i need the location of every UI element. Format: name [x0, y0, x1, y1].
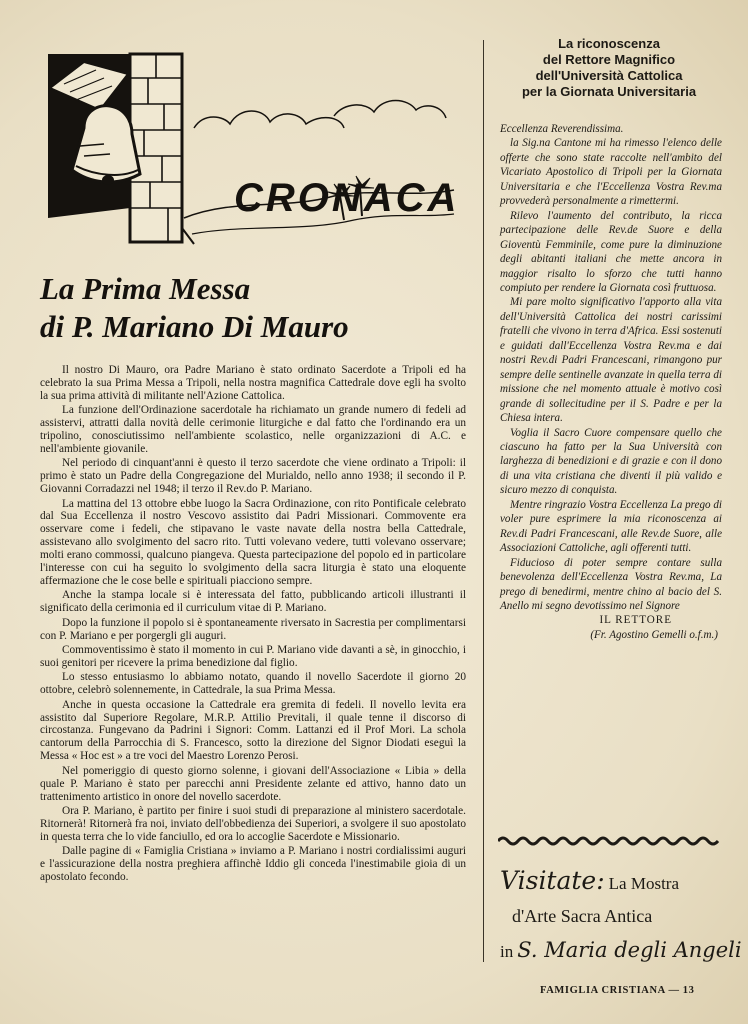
article-headline [40, 270, 480, 346]
letter-paragraph: Fiducioso di poter sempre contare sulla benevolenza dell'Eccellenza Vostra Rev.ma, La prego di benedirmi, mentre chino al bacio del S. Anello mi segno devotissimo nel Signore [500, 556, 722, 612]
article-paragraph: Ora P. Mariano, è partito per finire i suoi studi di preparazione al ministero sacerdotale. Ritornerà! Ritornerà fra noi, inviato dell'obbedienza dei Superiori, a svolgere il suo apostolato in questa terra che lo vide fanciullo, ed ora lo accoglie Sacerdote e Missionario. [40, 804, 466, 843]
place-text: S. Maria degli Angeli [517, 938, 742, 962]
headline-line-2: di P. Mariano Di Mauro [40, 309, 349, 344]
exhibition-line-3 [500, 938, 742, 962]
visitate-text: Visitate: [500, 866, 605, 895]
article-paragraph: Lo stesso entusiasmo lo abbiamo notato, quando il novello Sacerdote il giorno 20 ottobre, celebrò solennemente, in Cattedrale, la sua Prima Messa. [40, 671, 466, 697]
article-body [40, 364, 466, 885]
page-footer: FAMIGLIA CRISTIANA — 13 [540, 985, 695, 996]
article-paragraph: Il nostro Di Mauro, ora Padre Mariano è stato ordinato Sacerdote a Tripoli ed ha celebrato la sua Prima Messa a Tripoli, nella nostra magnifica Cattedrale dove egli ha svolto la sua prima attività di militante nell'Azione Cattolica. [40, 364, 466, 402]
letter-body [500, 122, 722, 642]
article-paragraph: Anche in questa occasione la Cattedrale era gremita di fedeli. Il novello levita era assistito dal Superiore Regolare, M.R.P. Attilio Previtali, il quale tenne il discorso di circostanza. Fungevano da Padrini i Signori: Comm. Lattanzi ed il Prof Mori. La schola cantorum della Parrocchia di S. Francesco, sotto la direzione del Signor Diodati eseguì la Messa « Hoc est » a tre voci del Maestro Lorenzo Perosi. [40, 698, 466, 763]
letter-signatory: (Fr. Agostino Gemelli o.f.m.) [590, 628, 718, 641]
letter-paragraph: Rilevo l'aumento del contributo, la ricca partecipazione delle Rev.de Suore e della Gioventù Femminile, come pure la diminuzione degli abitanti italiani che mette ancora in maggior risalto lo sforzo che tutti hanno compiuto per rendere la Giornata così fruttuosa. [500, 209, 722, 294]
in-text: in [500, 942, 514, 961]
letter-title [496, 36, 722, 100]
exhibition-line-2: d'Arte Sacra Antica [512, 906, 653, 926]
column-divider [483, 40, 484, 962]
la-mostra-text: La Mostra [608, 874, 679, 893]
letter-title-line: La riconoscenza [558, 36, 660, 51]
headline-line-1: La Prima Messa [40, 271, 251, 306]
wavy-divider [498, 834, 722, 848]
article-paragraph: Anche la stampa locale si è interessata del fatto, pubblicando articoli illustranti il significato della cerimonia ed il curriculum vitae di P. Mariano. [40, 589, 466, 615]
article-paragraph: La funzione dell'Ordinazione sacerdotale ha richiamato un grande numero di fedeli ad assistervi, attratti dalla novità delle cerimonie liturgiche e dal fatto che l'ordinando era un tripolino, conosciutissimo nell'ambiente scolastico, nelle organizzazioni di A.C. e nell'ambiente giovanile. [40, 404, 466, 455]
letter-title-line: del Rettore Magnifico [542, 52, 676, 67]
letter-salutation: Eccellenza Reverendissima. [500, 123, 624, 135]
article-paragraph: Dopo la funzione il popolo si è spontaneamente riversato in Sacrestia per complimentarsi con P. Mariano e per porgergli gli auguri. [40, 616, 466, 642]
letter-paragraph: Mentre ringrazio Vostra Eccellenza La prego di voler pure esprimere la mia riconoscenza ai Rev.di Padri Francescani, alle Rev.de Suore, alle Associazioni Cattoliche, agli offerenti tutti. [500, 498, 722, 555]
cronaca-masthead [44, 48, 464, 248]
exhibition-line-1 [500, 866, 679, 895]
article-paragraph: Dalle pagine di « Famiglia Cristiana » inviamo a P. Mariano i nostri cordialissimi auguri e l'assicurazione della nostra preghiera affinchè Iddio gli conceda l'inestimabile gioia di un apostolato fecondo. [40, 845, 466, 883]
letter-signature: IL RETTORE [599, 614, 672, 627]
letter-title-line: per la Giornata Universitaria [521, 84, 697, 99]
article-paragraph: Commoventissimo è stato il momento in cui P. Mariano vide davanti a sè, in ginocchio, i suoi genitori per ricevere la prima benedizione dal figlio. [40, 644, 466, 669]
letter-paragraph: Mi pare molto significativo l'apporto alla vita dell'Università Cattolica dei nostri carissimi fratelli che vivono in terra d'Africa. Essi sostenuti e guidati dall'Eccellenza Vostra Rev.ma e dai nostri Rev.di Padri Francescani, rimangono pur sempre delle sentinelle avanzate in quella terra di missione che nel momento attuale è motivo così grande di sollecitudine per il S. Padre e per la Chiesa intera. [500, 296, 722, 425]
letter-title-line: dell'Università Cattolica [535, 68, 683, 83]
letter-paragraph: Voglia il Sacro Cuore compensare quello che ciascuno ha fatto per la Sua Università con larghezza di benedizioni e di grazie e con il dono di una vita cristiana che diventi il più valido e sicuro mezzo di conquista. [500, 426, 722, 497]
article-paragraph: La mattina del 13 ottobre ebbe luogo la Sacra Ordinazione, con rito Pontificale celebrato dal Sua Eccellenza il nostro Vescovo assistito dai Padri Missionari. Commovente era osservare come i fedeli, che stipavano le vaste navate della nostra bella Cattedrale, assistevano allo svolgimento del sacro rito. Tutti volevano vedere, tutti volevano osservare; molti erano commossi, qualcuno piangeva. Questa partecipazione del popolo ed in particolare l'interesse con cui ha seguito lo svolgimento della sacra liturgia è stato una eloquente affermazione che le cose belle e spirituali piacciono sempre. [40, 497, 466, 587]
article-paragraph: Nel pomeriggio di questo giorno solenne, i giovani dell'Associazione « Libia » della quale P. Mariano è stato per parecchi anni Presidente zelante ed attivo, hanno dato un trattenimento artistico in onore del novello sacerdote. [40, 764, 466, 803]
letter-paragraph: la Sig.na Cantone mi ha rimesso l'elenco delle offerte che sono state raccolte nell'ambito del Vicariato Apostolico di Tripoli per la Giornata Universitaria e che l'Eccellenza Vostra Rev.ma provvederà personalmente a rimettermi. [500, 137, 722, 208]
masthead-title: CRONACA [234, 176, 460, 220]
article-paragraph: Nel periodo di cinquant'anni è questo il terzo sacerdote che viene ordinato a Tripoli: il primo è stato un Padre della Congregazione del Murialdo, nello anno 1938; il secondo il P. Giovanni Corradazzi nel 1948; il terzo il Rev.do P. Mariano. [40, 457, 466, 496]
